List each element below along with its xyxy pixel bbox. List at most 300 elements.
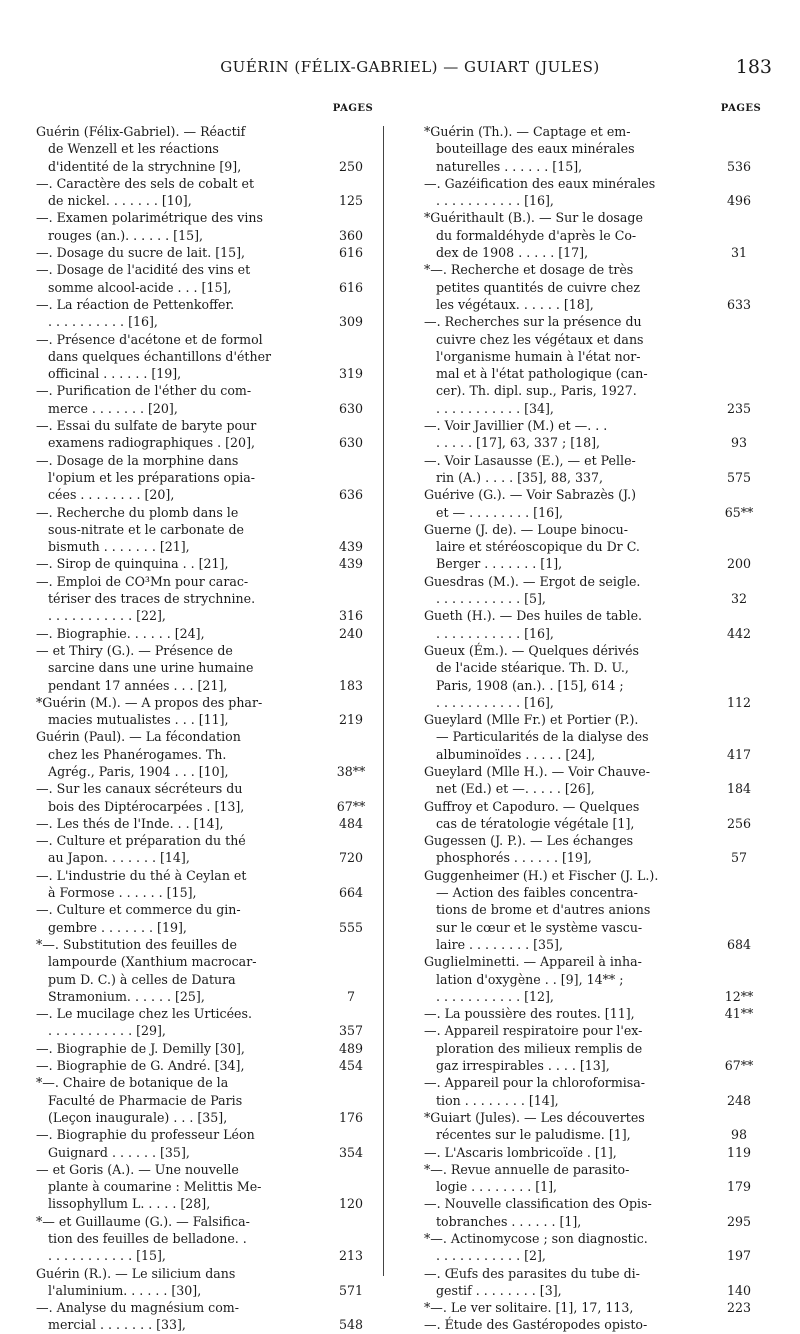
entry-page-number xyxy=(714,331,764,348)
entry-page-number xyxy=(714,1316,764,1333)
entry-page-number xyxy=(326,1005,376,1022)
entry-page-number xyxy=(326,452,376,469)
entry-page-number xyxy=(326,417,376,434)
index-entry-line xyxy=(36,1074,376,1091)
entry-page-number xyxy=(326,296,376,313)
entry-text: —. Biographie. . . . . . [24], xyxy=(36,625,205,641)
entry-text: —. Biographie de J. Demilly [30], xyxy=(36,1040,245,1056)
entry-text: lation d'oxygène . . [9], 14** ; xyxy=(436,971,624,987)
index-entry-line xyxy=(36,1057,376,1074)
entry-page-number: 112 xyxy=(726,694,752,710)
index-entry-line xyxy=(424,953,764,970)
index-entry-line xyxy=(36,434,376,451)
entry-page-number xyxy=(326,1230,376,1247)
index-entry-line xyxy=(36,1265,376,1282)
entry-text: *—. Le ver solitaire. [1], 17, 113, xyxy=(424,1300,634,1316)
index-entry-line xyxy=(36,590,376,607)
entry-page-number xyxy=(714,607,764,624)
entry-page-number: 616 xyxy=(338,245,364,261)
index-entry-line xyxy=(36,1040,376,1057)
index-entry-line xyxy=(424,1282,764,1299)
entry-page-number xyxy=(714,417,764,434)
entry-text: —. Purification de l'éther du com- xyxy=(36,383,252,399)
entry-page-number: 664 xyxy=(338,885,364,901)
entry-text: à Formose . . . . . . [15], xyxy=(48,885,197,901)
entry-page-number: 93 xyxy=(730,435,748,451)
index-entry-line xyxy=(424,538,764,555)
pages-heading-label: PAGES xyxy=(332,103,374,114)
index-entry-line xyxy=(36,1299,376,1316)
index-entry-line xyxy=(36,1109,376,1126)
entry-page-number: 439 xyxy=(338,539,364,555)
entry-page-number: 41** xyxy=(724,1006,754,1022)
entry-page-number xyxy=(326,175,376,192)
entry-text: Gueth (H.). — Des huiles de table. xyxy=(424,608,643,624)
entry-page-number: 250 xyxy=(338,158,364,174)
entry-page-number: 684 xyxy=(726,936,752,952)
entry-text: —. Sirop de quinquina . . [21], xyxy=(36,556,229,572)
entry-page-number xyxy=(714,1109,764,1126)
index-entry-line xyxy=(36,1247,376,1264)
index-entry-line xyxy=(424,815,764,832)
entry-text: Guérive (G.). — Voir Sabrazès (J.) xyxy=(424,487,637,503)
entry-text: tériser des traces de strychnine. xyxy=(48,591,256,607)
entry-text: Guignard . . . . . . [35], xyxy=(48,1144,190,1160)
entry-page-number: 536 xyxy=(726,158,752,174)
index-entry-line xyxy=(36,486,376,503)
index-entry-line xyxy=(36,849,376,866)
entry-page-number xyxy=(326,1074,376,1091)
index-entry-line xyxy=(424,971,764,988)
entry-page-number xyxy=(326,140,376,157)
entry-page-number xyxy=(714,452,764,469)
index-entry-line xyxy=(36,1126,376,1143)
entry-text: Gueylard (Mlle Fr.) et Portier (P.). xyxy=(424,712,639,728)
entry-page-number: 571 xyxy=(338,1282,364,1298)
index-entry-line xyxy=(36,1161,376,1178)
index-entry-line xyxy=(36,261,376,278)
entry-page-number: 439 xyxy=(338,556,364,572)
entry-text: pendant 17 années . . . [21], xyxy=(48,677,228,693)
index-entry-line xyxy=(424,261,764,278)
entry-text: —. Analyse du magnésium com- xyxy=(36,1300,240,1316)
entry-page-number: 32 xyxy=(730,591,748,607)
entry-text: Guffroy et Capoduro. — Quelques xyxy=(424,798,640,814)
index-entry-line xyxy=(36,417,376,434)
entry-text: lissophyllum L. . . . . [28], xyxy=(48,1196,211,1212)
entry-page-number xyxy=(714,1074,764,1091)
entry-text: *Guiart (Jules). — Les découvertes xyxy=(424,1109,645,1125)
entry-page-number xyxy=(326,504,376,521)
index-entry-line xyxy=(424,1005,764,1022)
index-entry-line xyxy=(36,901,376,918)
index-entry-line xyxy=(424,711,764,728)
entry-page-number xyxy=(326,348,376,365)
entry-text: mal et à l'état pathologique (can- xyxy=(436,366,648,382)
index-entry-line xyxy=(424,365,764,382)
entry-text: examens radiographiques . [20], xyxy=(48,435,255,451)
entry-page-number xyxy=(326,746,376,763)
entry-page-number xyxy=(714,867,764,884)
entry-page-number: 38** xyxy=(336,763,366,779)
entry-text: —. Nouvelle classification des Opis- xyxy=(424,1196,652,1212)
entry-text: *Guérin (M.). — A propos des phar- xyxy=(36,694,263,710)
entry-page-number: 636 xyxy=(338,487,364,503)
index-entry-line xyxy=(36,504,376,521)
pages-column-heading xyxy=(36,103,376,123)
index-entry-line xyxy=(36,1092,376,1109)
entry-text: . . . . . . . . . . . [29], xyxy=(48,1023,166,1039)
entry-text: . . . . . . . . . . . [16], xyxy=(436,694,554,710)
entry-page-number: 360 xyxy=(338,227,364,243)
index-entry-line xyxy=(424,296,764,313)
entry-page-number: 575 xyxy=(726,469,752,485)
index-entry-line xyxy=(36,642,376,659)
entry-page-number xyxy=(326,261,376,278)
index-entry-line xyxy=(424,573,764,590)
entry-text: *—. Substitution des feuilles de xyxy=(36,936,237,952)
entry-text: —. Culture et commerce du gin- xyxy=(36,902,241,918)
entry-page-number: 31 xyxy=(730,245,748,261)
entry-text: cas de tératologie végétale [1], xyxy=(436,815,635,831)
index-entry-line xyxy=(424,486,764,503)
index-entry-line xyxy=(36,573,376,590)
index-entry-line xyxy=(424,728,764,745)
entry-text: Guérin (Paul). — La fécondation xyxy=(36,729,241,745)
entry-page-number xyxy=(714,728,764,745)
entry-text: de nickel. . . . . . . [10], xyxy=(48,193,192,209)
entry-text: rin (A.) . . . . [35], 88, 337, xyxy=(436,469,604,485)
index-entry-line xyxy=(424,1109,764,1126)
entry-text: —. Examen polarimétrique des vins xyxy=(36,210,263,226)
index-entry-line xyxy=(424,434,764,451)
index-entry-line xyxy=(36,279,376,296)
index-column-left xyxy=(36,103,376,1334)
index-entry-line xyxy=(36,1144,376,1161)
entry-page-number xyxy=(714,1161,764,1178)
index-entry-line xyxy=(36,313,376,330)
index-entry-line xyxy=(36,521,376,538)
entry-text: —. Caractère des sels de cobalt et xyxy=(36,175,255,191)
entry-page-number xyxy=(326,780,376,797)
entry-text: Guérin (R.). — Le silicium dans xyxy=(36,1265,236,1281)
entry-text: —. Dosage de l'acidité des vins et xyxy=(36,262,251,278)
entry-page-number xyxy=(326,590,376,607)
entry-page-number xyxy=(714,1230,764,1247)
entry-page-number xyxy=(714,261,764,278)
index-entry-line xyxy=(424,279,764,296)
entry-page-number: 119 xyxy=(726,1144,752,1160)
index-entry-line xyxy=(36,1282,376,1299)
index-entry-line xyxy=(36,780,376,797)
entry-page-number: 219 xyxy=(338,712,364,728)
index-entry-line xyxy=(36,919,376,936)
entry-page-number xyxy=(326,521,376,538)
entry-text: *—. Chaire de botanique de la xyxy=(36,1075,229,1091)
entry-page-number xyxy=(714,953,764,970)
index-column-right xyxy=(424,103,764,1334)
index-entry-line xyxy=(36,227,376,244)
index-entry-line xyxy=(424,867,764,884)
index-entry-line xyxy=(36,1213,376,1230)
entry-page-number xyxy=(714,209,764,226)
entry-text: de l'acide stéarique. Th. D. U., xyxy=(436,660,629,676)
entry-text: Guerne (J. de). — Loupe binocu- xyxy=(424,521,629,537)
index-entry-line xyxy=(424,175,764,192)
entry-text: dans quelques échantillons d'éther xyxy=(48,348,272,364)
entry-page-number xyxy=(326,659,376,676)
entry-page-number xyxy=(714,175,764,192)
entry-page-number: 489 xyxy=(338,1040,364,1056)
entry-page-number: 176 xyxy=(338,1109,364,1125)
entry-text: gaz irrespirables . . . . [13], xyxy=(436,1058,610,1074)
entry-text: . . . . . . . . . . . [16], xyxy=(436,625,554,641)
index-entry-line xyxy=(36,884,376,901)
index-entry-line xyxy=(424,694,764,711)
entry-text: Paris, 1908 (an.). . [15], 614 ; xyxy=(436,677,624,693)
index-entry-line xyxy=(424,158,764,175)
entry-text: —. Œufs des parasites du tube di- xyxy=(424,1265,640,1281)
entry-text: sous-nitrate et le carbonate de xyxy=(48,521,244,537)
entry-page-number xyxy=(714,123,764,140)
index-entry-line xyxy=(424,331,764,348)
entry-text: —. L'Ascaris lombricoïde . [1], xyxy=(424,1144,617,1160)
entry-page-number xyxy=(326,971,376,988)
index-entry-line xyxy=(424,521,764,538)
index-entry-line xyxy=(424,1178,764,1195)
entry-page-number xyxy=(714,521,764,538)
entry-text: *—. Revue annuelle de parasito- xyxy=(424,1161,630,1177)
entry-page-number xyxy=(714,348,764,365)
entry-text: chez les Phanérogames. Th. xyxy=(48,746,227,762)
entry-page-number: 248 xyxy=(726,1092,752,1108)
index-entry-line xyxy=(36,832,376,849)
entry-text: . . . . . . . . . . . [2], xyxy=(436,1248,546,1264)
index-entry-line xyxy=(424,382,764,399)
index-entry-line xyxy=(36,1316,376,1333)
entry-text: sarcine dans une urine humaine xyxy=(48,660,254,676)
entry-page-number xyxy=(326,936,376,953)
pages-column-heading xyxy=(424,103,764,123)
entry-page-number: 140 xyxy=(726,1282,752,1298)
entry-page-number xyxy=(714,901,764,918)
entry-page-number: 357 xyxy=(338,1023,364,1039)
entry-page-number: 417 xyxy=(726,746,752,762)
entry-page-number xyxy=(326,331,376,348)
entry-text: les végétaux. . . . . . [18], xyxy=(436,296,594,312)
entry-text: gembre . . . . . . . [19], xyxy=(48,919,187,935)
entry-page-number: 125 xyxy=(338,193,364,209)
index-entry-line xyxy=(424,140,764,157)
index-entry-line xyxy=(424,798,764,815)
index-entry-line xyxy=(36,123,376,140)
entry-text: *—. Actinomycose ; son diagnostic. xyxy=(424,1231,648,1246)
entry-page-number: 223 xyxy=(726,1300,752,1316)
index-entry-line xyxy=(36,469,376,486)
entry-text: *Guérin (Th.). — Captage et em- xyxy=(424,124,631,139)
entry-page-number xyxy=(714,642,764,659)
index-entry-line xyxy=(36,694,376,711)
entry-text: —. Appareil pour la chloroformisa- xyxy=(424,1075,646,1091)
index-entry-line xyxy=(424,1057,764,1074)
index-entry-line xyxy=(36,1195,376,1212)
entry-page-number: 98 xyxy=(730,1127,748,1143)
entry-text: tion . . . . . . . . [14], xyxy=(436,1092,559,1108)
entry-text: —. Culture et préparation du thé xyxy=(36,833,246,849)
entry-text: somme alcool-acide . . . [15], xyxy=(48,279,232,295)
entry-page-number xyxy=(714,382,764,399)
entry-page-number: 240 xyxy=(338,625,364,641)
index-entry-line xyxy=(424,1144,764,1161)
entry-page-number xyxy=(714,798,764,815)
entry-text: Berger . . . . . . . [1], xyxy=(436,556,563,572)
entry-page-number: 555 xyxy=(338,919,364,935)
entry-text: — et Goris (A.). — Une nouvelle xyxy=(36,1161,239,1177)
entry-page-number: 295 xyxy=(726,1213,752,1229)
entry-text: — Action des faibles concentra- xyxy=(436,885,638,901)
entry-page-number xyxy=(326,1161,376,1178)
index-entry-line xyxy=(424,677,764,694)
index-entry-line xyxy=(36,158,376,175)
entry-page-number: 67** xyxy=(724,1058,754,1074)
index-entry-line xyxy=(424,123,764,140)
index-entry-line xyxy=(424,625,764,642)
entry-text: ploration des milieux remplis de xyxy=(436,1040,643,1056)
index-entry-line xyxy=(424,988,764,1005)
index-entry-line xyxy=(36,867,376,884)
entry-text: dex de 1908 . . . . . [17], xyxy=(436,245,589,261)
entry-page-number xyxy=(714,486,764,503)
index-entry-line xyxy=(36,988,376,1005)
entry-page-number xyxy=(326,694,376,711)
entry-text: Gueylard (Mlle H.). — Voir Chauve- xyxy=(424,763,650,779)
entry-page-number: 319 xyxy=(338,366,364,382)
index-entry-line xyxy=(424,1161,764,1178)
index-entry-line xyxy=(424,936,764,953)
entry-page-number xyxy=(326,573,376,590)
entry-text: . . . . . . . . . . . [16], xyxy=(436,193,554,209)
entry-text: tion des feuilles de belladone. . xyxy=(48,1231,247,1246)
entry-text: mercial . . . . . . . [33], xyxy=(48,1317,186,1333)
index-entry-line xyxy=(424,209,764,226)
index-entry-line xyxy=(36,746,376,763)
index-entry-line xyxy=(36,1022,376,1039)
entry-page-number xyxy=(326,1092,376,1109)
entry-page-number: 720 xyxy=(338,850,364,866)
entry-text: —. La réaction de Pettenkoffer. xyxy=(36,296,235,312)
entry-text: Agrég., Paris, 1904 . . . [10], xyxy=(48,763,229,779)
entry-text: Guggenheimer (H.) et Fischer (J. L.). xyxy=(424,867,659,883)
entry-text: officinal . . . . . . [19], xyxy=(48,366,182,382)
entry-text: —. Étude des Gastéropodes opisto- xyxy=(424,1317,648,1333)
entry-page-number xyxy=(326,642,376,659)
index-entry-line xyxy=(36,365,376,382)
index-entry-line xyxy=(424,849,764,866)
entry-page-number xyxy=(326,1213,376,1230)
entry-page-number: 633 xyxy=(726,296,752,312)
index-entry-line xyxy=(36,296,376,313)
index-entry-line xyxy=(424,884,764,901)
entry-page-number xyxy=(714,832,764,849)
index-entry-line xyxy=(36,953,376,970)
entry-text: Guérin (Félix-Gabriel). — Réactif xyxy=(36,124,246,139)
entry-text: *Guérithault (B.). — Sur le dosage xyxy=(424,210,643,226)
entry-page-number xyxy=(326,832,376,849)
entry-text: et — . . . . . . . . [16], xyxy=(436,504,564,520)
entry-text: —. Recherches sur la présence du xyxy=(424,314,642,330)
index-entry-line xyxy=(36,728,376,745)
entry-text: Guglielminetti. — Appareil à inha- xyxy=(424,954,642,970)
entry-text: —. L'industrie du thé à Ceylan et xyxy=(36,867,247,883)
entry-page-number: 484 xyxy=(338,815,364,831)
entry-text: bois des Diptérocarpées . [13], xyxy=(48,798,245,814)
entry-page-number xyxy=(326,469,376,486)
entry-page-number xyxy=(714,659,764,676)
entry-page-number: 179 xyxy=(726,1179,752,1195)
entry-text: Faculté de Pharmacie de Paris xyxy=(48,1092,243,1108)
entry-page-number: 67** xyxy=(336,798,366,814)
entry-page-number: 213 xyxy=(338,1248,364,1264)
entry-text: laire et stéréoscopique du Dr C. xyxy=(436,539,640,555)
entry-text: l'aluminium. . . . . . [30], xyxy=(48,1282,202,1298)
entry-page-number: 7 xyxy=(346,988,355,1004)
index-entry-line xyxy=(424,1265,764,1282)
index-entry-line xyxy=(36,1178,376,1195)
index-entry-line xyxy=(424,1230,764,1247)
index-entry-line xyxy=(424,555,764,572)
entry-text: —. Le mucilage chez les Urticées. xyxy=(36,1006,252,1022)
index-entry-line xyxy=(424,642,764,659)
entry-text: —. Appareil respiratoire pour l'ex- xyxy=(424,1023,643,1039)
entry-page-number xyxy=(326,1178,376,1195)
entry-page-number xyxy=(714,711,764,728)
entry-text: *— et Guillaume (G.). — Falsifica- xyxy=(36,1213,250,1229)
entry-page-number xyxy=(326,1265,376,1282)
entry-text: — et Thiry (G.). — Présence de xyxy=(36,642,233,658)
entry-page-number xyxy=(714,1022,764,1039)
entry-text: . . . . . . . . . . . [22], xyxy=(48,608,166,624)
index-entry-line xyxy=(424,1299,764,1316)
entry-text: bismuth . . . . . . . [21], xyxy=(48,539,190,555)
entry-text: du formaldéhyde d'après le Co- xyxy=(436,227,637,243)
index-entry-line xyxy=(36,175,376,192)
entry-page-number xyxy=(714,279,764,296)
entry-page-number: 197 xyxy=(726,1248,752,1264)
entry-text: —. Emploi de CO³Mn pour carac- xyxy=(36,573,249,589)
index-entry-line xyxy=(424,469,764,486)
index-entry-line xyxy=(424,313,764,330)
index-entry-line xyxy=(424,1316,764,1333)
index-entry-line xyxy=(424,1213,764,1230)
entry-text: petites quantités de cuivre chez xyxy=(436,279,640,295)
entry-page-number: 496 xyxy=(726,193,752,209)
index-entry-line xyxy=(36,936,376,953)
entry-text: —. Essai du sulfate de baryte pour xyxy=(36,418,257,434)
entry-text: —. Sur les canaux sécréteurs du xyxy=(36,781,243,797)
entry-page-number xyxy=(714,313,764,330)
entry-page-number: 184 xyxy=(726,781,752,797)
index-entry-line xyxy=(424,1040,764,1057)
index-entry-line xyxy=(36,971,376,988)
entry-page-number xyxy=(326,867,376,884)
running-head: GUÉRIN (FÉLIX-GABRIEL) — GUIART (JULES) xyxy=(220,58,600,76)
entry-text: Stramonium. . . . . . [25], xyxy=(48,988,205,1004)
index-entry-line xyxy=(36,192,376,209)
index-entry-line xyxy=(36,452,376,469)
index-entry-line xyxy=(36,400,376,417)
entry-text: Guesdras (M.). — Ergot de seigle. xyxy=(424,573,641,589)
index-entry-line xyxy=(424,746,764,763)
